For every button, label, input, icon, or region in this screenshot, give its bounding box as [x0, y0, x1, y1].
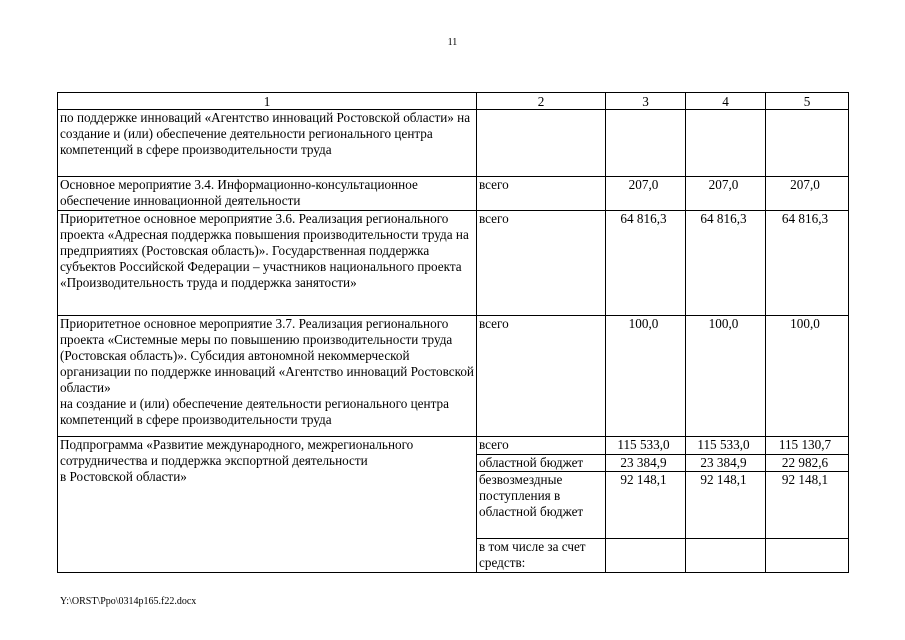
header-col-5: 5: [766, 93, 849, 110]
row-value-col5: [766, 110, 849, 177]
table-row: [58, 211, 849, 316]
row-source: [477, 110, 606, 177]
row-source: в том числе за счет средств:: [477, 539, 606, 573]
row-source: областной бюджет: [477, 455, 606, 472]
row-value-col4: 100,0: [686, 316, 766, 437]
row-source: безвозмездные поступления в областной бюджет: [477, 472, 606, 539]
row-source: всего: [477, 316, 606, 437]
row-description: Основное мероприятие 3.4. Информационно-консультационное обеспечение инновационной деятельности: [58, 177, 477, 211]
row-value-col4: 64 816,3: [686, 211, 766, 316]
row-description-part2: на создание и (или) обеспечение деятельности регионального центра компетенций в сфере производительности труда: [60, 396, 449, 427]
table-row: [58, 110, 849, 177]
table-row: [58, 177, 849, 211]
header-col-2: 2: [477, 93, 606, 110]
row-value-col3: 100,0: [606, 316, 686, 437]
row-value-col5: 207,0: [766, 177, 849, 211]
header-col-4: 4: [686, 93, 766, 110]
row-source: всего: [477, 177, 606, 211]
row-value-col4: [686, 539, 766, 573]
row-value-col4: [686, 110, 766, 177]
row-value-col3: 115 533,0: [606, 437, 686, 455]
row-value-col3: [606, 110, 686, 177]
row-description: по поддержке инноваций «Агентство инноваций Ростовской области» на создание и (или) обеспечение деятельности регионального центра компетенций в сфере производительности труда: [58, 110, 477, 177]
row-value-col5: 100,0: [766, 316, 849, 437]
row-value-col5: 115 130,7: [766, 437, 849, 455]
row-description: Приоритетное основное мероприятие 3.6. Реализация регионального проекта «Адресная поддержка повышения производительности труда на предприятиях (Ростовская область)». Государственная поддержка субъектов Российской Федерации – участников национального проекта «Производительность труда и поддержка занятости»: [58, 211, 477, 316]
table-row: [58, 316, 849, 437]
row-value-col3: [606, 539, 686, 573]
header-col-3: 3: [606, 93, 686, 110]
table-row: [58, 437, 849, 455]
row-value-col4: 115 533,0: [686, 437, 766, 455]
page-number: 11: [447, 37, 458, 48]
row-source: всего: [477, 211, 606, 316]
table-header-row: [58, 93, 849, 110]
row-value-col4: 207,0: [686, 177, 766, 211]
row-value-col3: 64 816,3: [606, 211, 686, 316]
budget-table: [57, 92, 849, 573]
row-value-col3: 207,0: [606, 177, 686, 211]
row-value-col5: [766, 539, 849, 573]
row-value-col3: 23 384,9: [606, 455, 686, 472]
row-value-col3: 92 148,1: [606, 472, 686, 539]
row-value-col5: 64 816,3: [766, 211, 849, 316]
row-value-col4: 92 148,1: [686, 472, 766, 539]
row-value-col5: 22 982,6: [766, 455, 849, 472]
file-path-footer: Y:\ORST\Ppo\0314p165.f22.docx: [60, 596, 197, 607]
row-description: [58, 316, 477, 437]
header-col-1: 1: [58, 93, 477, 110]
row-value-col4: 23 384,9: [686, 455, 766, 472]
subprogram-title-end: в Ростовской области»: [60, 469, 187, 484]
row-description-part1: Приоритетное основное мероприятие 3.7. Реализация регионального проекта «Системные меры по повышению производительности труда (Ростовская область)». Субсидия автономной некоммерческой организации по поддержке инноваций «Агентство инноваций Ростовской области»: [60, 316, 474, 395]
subprogram-title: Подпрограмма «Развитие международного, межрегионального сотрудничества и поддержка экспортной деятельности: [60, 437, 414, 468]
row-source: всего: [477, 437, 606, 455]
row-value-col5: 92 148,1: [766, 472, 849, 539]
subprogram-description: [58, 437, 477, 573]
